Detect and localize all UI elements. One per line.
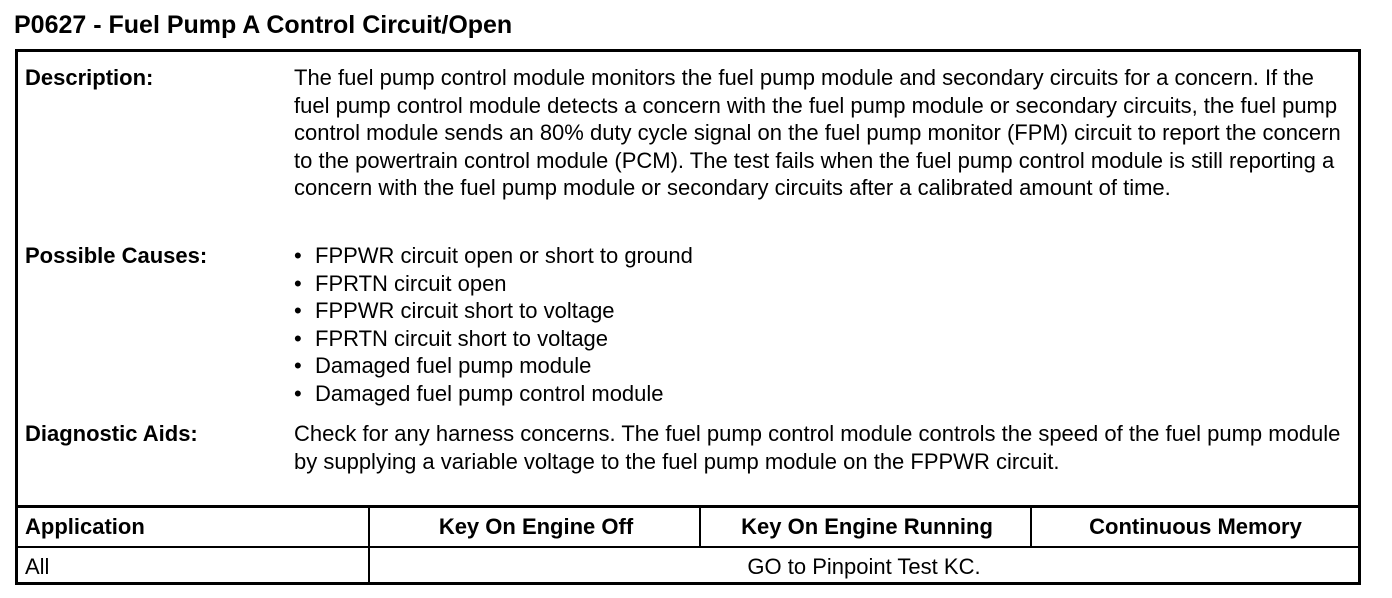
diagnostic-aids-row [18, 420, 1358, 504]
bullet-icon: • [294, 243, 302, 268]
list-item [294, 352, 693, 380]
possible-causes-row [18, 242, 1358, 412]
list-item [294, 297, 693, 325]
cause-text: FPPWR circuit open or short to ground [315, 243, 693, 268]
bullet-icon: • [294, 353, 302, 379]
header-key-on-engine-running: Key On Engine Running [741, 514, 993, 539]
header-application: Application [25, 514, 145, 539]
column-divider [699, 508, 701, 546]
description-row [18, 64, 1358, 230]
column-divider [1030, 508, 1032, 546]
description-text: The fuel pump control module monitors the fuel pump module and secondary circuits for a concern. If the fuel pump control module detects a concern with the fuel pump module or secondary circuits, the fuel pump control module sends an 80% duty cycle signal on the fuel pump monitor (FPM) circuit to report the concern to the powertrain control module (PCM). The test fails when the fuel pump control module is still reporting a concern with the fuel pump module or secondary circuits after a calibrated amount of time. [294, 65, 1341, 201]
application-table [18, 505, 1358, 585]
cause-text: Damaged fuel pump control module [315, 380, 664, 406]
cause-text: FPRTN circuit short to voltage [315, 325, 609, 351]
cause-text: Damaged fuel pump module [315, 353, 592, 379]
bullet-icon: • [294, 380, 302, 406]
description-label: Description: [25, 65, 154, 90]
action-cell: GO to Pinpoint Test KC. [747, 554, 981, 579]
cause-text: FPRTN circuit open [315, 270, 507, 296]
dtc-info-frame [15, 49, 1361, 585]
page-title: P0627 - Fuel Pump A Control Circuit/Open [14, 11, 513, 39]
possible-causes-list [294, 242, 693, 408]
header-key-on-engine-off: Key On Engine Off [438, 514, 634, 539]
dtc-info-section [18, 52, 1358, 508]
list-item [294, 242, 693, 270]
bullet-icon: • [294, 325, 302, 351]
possible-causes-label: Possible Causes: [25, 243, 208, 268]
diagnostic-aids-label: Diagnostic Aids: [25, 421, 198, 446]
list-item [294, 270, 693, 298]
bullet-icon: • [294, 298, 302, 324]
application-cell: All [25, 554, 50, 579]
bullet-icon: • [294, 270, 302, 296]
diagnostic-aids-text: Check for any harness concerns. The fuel pump control module controls the speed of the fuel pump module by supplying a variable voltage to the fuel pump module on the FPPWR circuit. [294, 421, 1341, 474]
cause-text: FPPWR circuit short to voltage [315, 298, 615, 324]
list-item [294, 325, 693, 353]
header-continuous-memory: Continuous Memory [1089, 514, 1302, 539]
list-item [294, 380, 693, 408]
